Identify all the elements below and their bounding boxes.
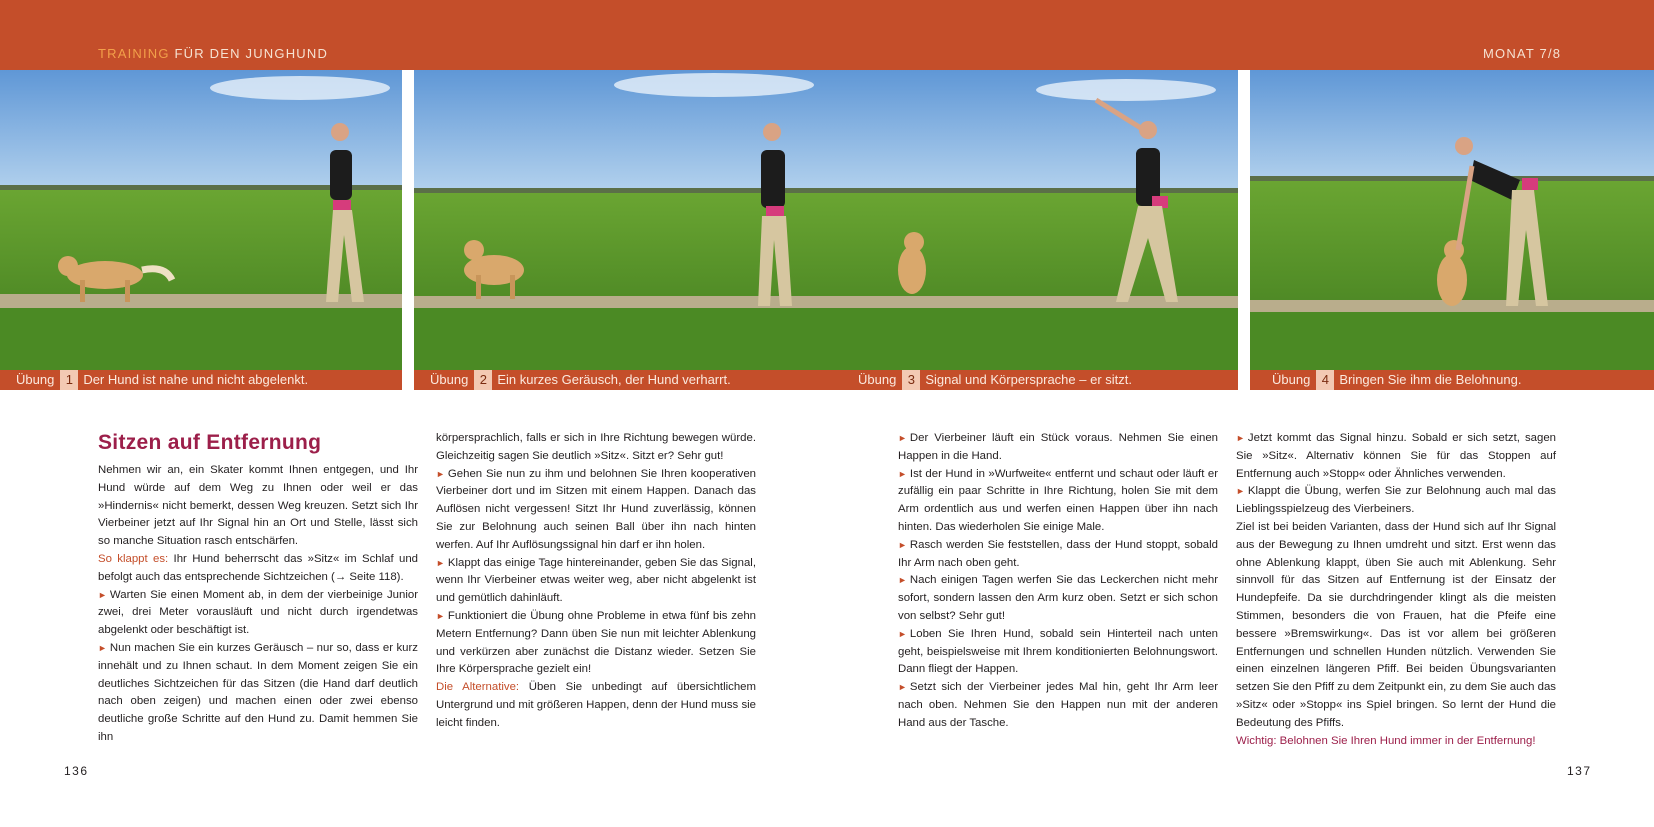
caption-label: Übung — [430, 372, 469, 387]
caption-number: 3 — [902, 370, 920, 390]
triangle-bullet-icon: ► — [898, 433, 907, 443]
bullet-paragraph: ► Klappt die Übung, werfen Sie zur Belohnung auch mal das Lieblingsspielzeug des Vierbeiners. — [1236, 485, 1556, 516]
caption-label: Übung — [16, 372, 55, 387]
paragraph: Ziel ist bei beiden Varianten, dass der Hund sich auf Ihr Signal aus der Bewegung zu Ihnen umdreht und sitzt. Erst wenn das ohne Ablenkung klappt, üben Sie auch mit Ablenkung. Sehr sinnvoll für das Sitzen auf Entfernung ist der Einsatz der Hundepfeife. Da sie durchdringender klingt als die meisten Stimmen, besonders die von Frauen, hat die Pfeife eine bessere »Bremswirkung«. Das ist vor allem bei größeren Entfernungen und schnellen Hunden nützlich. Verwenden Sie einen einzelnen längeren Pfiff. Bei beiden Übungsvarianten setzen Sie den Pfiff zu dem Zeitpunkt ein, zu dem Sie auch das »Sitz« oder »Stopp« ins Spiel bringen. So lernt der Hund die Bedeutung des Pfiffs. — [1236, 520, 1556, 729]
triangle-bullet-icon: ► — [436, 468, 445, 479]
run-in-heading: Wichtig: — [1236, 734, 1277, 747]
running-head-right: MONAT 7/8 — [1483, 46, 1562, 61]
caption-text: Ein kurzes Geräusch, der Hund verharrt. — [497, 372, 731, 387]
triangle-bullet-icon: ► — [1236, 486, 1245, 497]
bullet-paragraph: ► Nach einigen Tagen werfen Sie das Leckerchen nicht mehr sofort, sondern lassen den Arm kurz oben. Setzt er sich schon von selbst? Sehr gut! — [898, 574, 1218, 622]
bullet-paragraph: ► Rasch werden Sie feststellen, dass der Hund stoppt, sobald Ihr Arm nach oben geht. — [898, 538, 1218, 569]
triangle-bullet-icon: ► — [898, 682, 907, 693]
caption-number: 4 — [1316, 370, 1334, 390]
photo-exercise-4 — [1250, 70, 1654, 370]
photo-exercise-2 — [414, 70, 826, 370]
running-head-accent: TRAINING — [98, 46, 170, 61]
caption-text: Bringen Sie ihm die Belohnung. — [1339, 372, 1522, 387]
caption-label: Übung — [858, 372, 897, 387]
triangle-bullet-icon: ► — [898, 539, 907, 550]
caption-text: Der Hund ist nahe und nicht abgelenkt. — [83, 372, 309, 387]
triangle-bullet-icon: ► — [1236, 433, 1245, 443]
text-column-2 — [436, 430, 756, 733]
triangle-bullet-icon: ► — [98, 642, 107, 653]
bullet-paragraph: ► Jetzt kommt das Signal hinzu. Sobald er sich setzt, sagen Sie »Sitz«. Alternativ können Sie für das Stoppen auf Entfernung auch »Stopp« oder Ähnliches verwenden. — [1236, 432, 1556, 480]
triangle-bullet-icon: ► — [898, 468, 907, 479]
paragraph: So klappt es: Ihr Hund beherrscht das »Sitz« im Schlaf und befolgt auch das entsprechende Sichtzeichen (→ Seite 118). — [98, 552, 418, 583]
caption-text: Signal und Körpersprache – er sitzt. — [925, 372, 1132, 387]
text-column-4 — [1236, 430, 1556, 750]
triangle-bullet-icon: ► — [98, 589, 107, 600]
caption-exercise-2 — [414, 370, 826, 390]
caption-number: 2 — [474, 370, 492, 390]
running-head-rest: FÜR DEN JUNGHUND — [169, 46, 329, 61]
page-number-right: 137 — [1567, 764, 1592, 778]
bullet-paragraph: ► Loben Sie Ihren Hund, sobald sein Hinterteil nach unten geht, beispielsweise mit Ihrem konditionierten Belohnungswort. Dann fliegt der Happen. — [898, 627, 1218, 676]
bullet-paragraph: ► Setzt sich der Vierbeiner jedes Mal hin, geht Ihr Arm leer nach oben. Nehmen Sie den Happen nun mit der anderen Hand aus der Tasche. — [898, 681, 1218, 729]
photo-strip — [0, 70, 1654, 390]
text-column-1 — [98, 430, 418, 747]
page-number-left: 136 — [64, 764, 89, 778]
text-column-3 — [898, 430, 1218, 733]
paragraph: Nehmen wir an, ein Skater kommt Ihnen entgegen, und Ihr Hund würde auf dem Weg zu Ihnen oder weil er das »Hindernis« nicht bemerkt, dessen Weg kreuzen. Setzt sich Ihr Vierbeiner jetzt auf Ihr Signal hin an Ort und Stelle, lässt sich so manche Situation rasch entschärfen. — [98, 464, 418, 548]
running-head-left — [98, 46, 328, 61]
caption-exercise-3 — [826, 370, 1238, 390]
run-in-heading: Die Alternative: — [436, 681, 520, 694]
photo-exercise-1 — [0, 70, 402, 370]
bullet-paragraph: ► Funktioniert die Übung ohne Probleme in etwa fünf bis zehn Metern Entfernung? Dann üben Sie nun mit leichter Ablenkung und verkürzen aber zunächst die Distanz wieder. Setzen Sie Ihre Körpersprache gezielt ein! — [436, 609, 756, 676]
caption-exercise-1 — [0, 370, 402, 390]
triangle-bullet-icon: ► — [898, 575, 907, 586]
triangle-bullet-icon: ► — [436, 557, 445, 568]
triangle-bullet-icon: ► — [436, 610, 445, 621]
bullet-paragraph: ► Ist der Hund in »Wurfweite« entfernt und schaut oder läuft er zufällig ein paar Schritte in Ihre Richtung, holen Sie mit dem Arm ordentlich aus und werfen einen Happen über ihn nach hinten. Das wiederholen Sie einige Male. — [898, 467, 1218, 533]
photo-exercise-3 — [826, 70, 1238, 370]
paragraph: Die Alternative: Üben Sie unbedingt auf übersichtlichem Untergrund und mit größeren Happen, denn der Hund muss sie leicht finden. — [436, 681, 757, 729]
caption-exercise-4 — [1250, 370, 1654, 390]
article-headline: Sitzen auf Entfernung — [98, 431, 322, 454]
bullet-paragraph: ► Gehen Sie nun zu ihm und belohnen Sie Ihren kooperativen Vierbeiner dort und im Sitzen mit einem Happen. Danach das Auflösen nicht vergessen! Sitzt Ihr Hund zuverlässig, können Sie zur Belohnung auch seinen Ball über ihn nach hinten werfen. Auf Ihr Auflösungssignal hin darf er ihn holen. — [436, 467, 756, 551]
bullet-paragraph: ► Warten Sie einen Moment ab, in dem der vierbeinige Junior zwei, drei Meter vorausläuft und nicht durch irgendetwas abgelenkt oder beschäftigt ist. — [98, 588, 418, 637]
paragraph: körpersprachlich, falls er sich in Ihre Richtung bewegen würde. Gleichzeitig sagen Sie deutlich »Sitz«. Sitzt er? Sehr gut! — [436, 432, 756, 462]
bullet-paragraph: ► Nun machen Sie ein kurzes Geräusch – nur so, dass er kurz innehält und zu Ihnen schaut. In dem Moment zeigen Sie ein deutliches Sichtzeichen für das Sitzen (die Hand darf deutlich nach oben zeigen) und machen einen oder zwei ebenso deutliche große Schritte auf den Hund zu. Damit hemmen Sie ihn — [98, 641, 418, 743]
triangle-bullet-icon: ► — [898, 628, 907, 639]
caption-number: 1 — [60, 370, 78, 390]
caption-label: Übung — [1272, 372, 1311, 387]
bullet-paragraph: ► Der Vierbeiner läuft ein Stück voraus. Nehmen Sie einen Happen in die Hand. — [898, 432, 1218, 462]
important-note: Wichtig: Belohnen Sie Ihren Hund immer in der Entfernung! — [1236, 734, 1536, 747]
bullet-paragraph: ► Klappt das einige Tage hintereinander, geben Sie das Signal, wenn Ihr Vierbeiner etwas weiter weg, aber nicht abgelenkt ist und gemütlich dahinläuft. — [436, 556, 756, 605]
run-in-heading: So klappt es: — [98, 552, 169, 565]
